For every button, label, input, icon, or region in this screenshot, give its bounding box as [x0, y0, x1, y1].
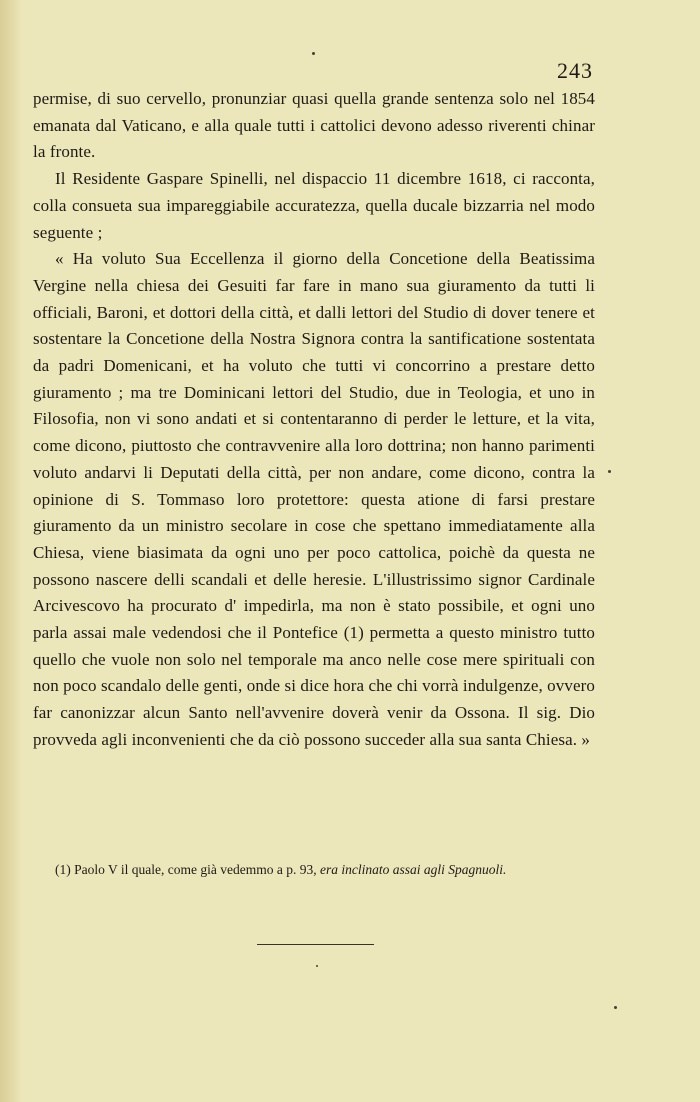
- footnote: [33, 860, 595, 880]
- paper-speck: [312, 52, 315, 55]
- footnote-marker: (1): [55, 862, 71, 877]
- paper-speck: [608, 470, 611, 473]
- paragraph-continuation: permise, di suo cervello, pronunziar quasi quella grande sentenza solo nel 1854 emanata dal Vaticano, e alla quale tutti i cattolici devono adesso riverenti chinar la fronte.: [33, 89, 595, 162]
- footnote-italic-text: era inclinato assai agli Spagnuoli.: [319, 862, 507, 877]
- binding-shadow: [0, 0, 22, 1102]
- footnote-paragraph: [33, 860, 595, 880]
- paper-speck: [316, 965, 318, 967]
- footnote-text: Paolo V il quale, come già vedemmo a p. 93,: [74, 862, 317, 877]
- page-number: 243: [557, 58, 593, 83]
- body-text: [33, 86, 595, 754]
- paragraph-spinelli: Il Residente Gaspare Spinelli, nel dispaccio 11 dicembre 1618, ci racconta, colla consueta sua impareggiabile accuratezza, quella ducale bizzarria nel modo seguente ;: [33, 169, 595, 242]
- paragraph-quotation: « Ha voluto Sua Eccellenza il giorno della Concetione della Beatissima Vergine nella chiesa dei Gesuiti far fare in mano sua giuramento da tutti li officiali, Baroni, et dottori della città, et dalli lettori del Studio di dover tenere et sostentare la Concetione della Nostra Signora contra la santificatione sostentata da padri Domenicani, et ha voluto che tutti vi concorrino a prestare detto giuramento ; ma tre Dominicani lettori del Studio, due in Teologia, et uno in Filosofia, non vi sono andati et si contentaranno di perder le letture, et la vita, come dicono, piuttosto che contravvenire alla loro dottrina; non hanno parimenti voluto andarvi li Deputati della città, per non andare, come dicono, contra la opinione di S. Tommaso loro protettore: questa atione di farsi prestare giuramento da un ministro secolare in cose che spettano immediatamente alla Chiesa, viene biasimata da ogni uno per poco cattolica, poichè da questa ne possono nascere delli scandali et delle heresie. L'illustrissimo signor Cardinale Arcivescovo ha procurato d' impedirla, ma non è stato possibile, et ogni uno parla assai male vedendosi che il Pontefice (1) permetta a questo ministro tutto quello che vuole non solo nel temporale ma anco nelle cose mere spirituali con non poco scandalo delle genti, onde si dice hora che chi vorrà indulgenze, ovvero far canonizzar alcun Santo nell'avvenire doverà venir da Ossona. Il sig. Dio provveda agli inconvenienti che da ciò possono succeder alla sua santa Chiesa. »: [33, 249, 595, 749]
- paper-speck: [614, 1006, 617, 1009]
- closing-rule: [257, 944, 374, 945]
